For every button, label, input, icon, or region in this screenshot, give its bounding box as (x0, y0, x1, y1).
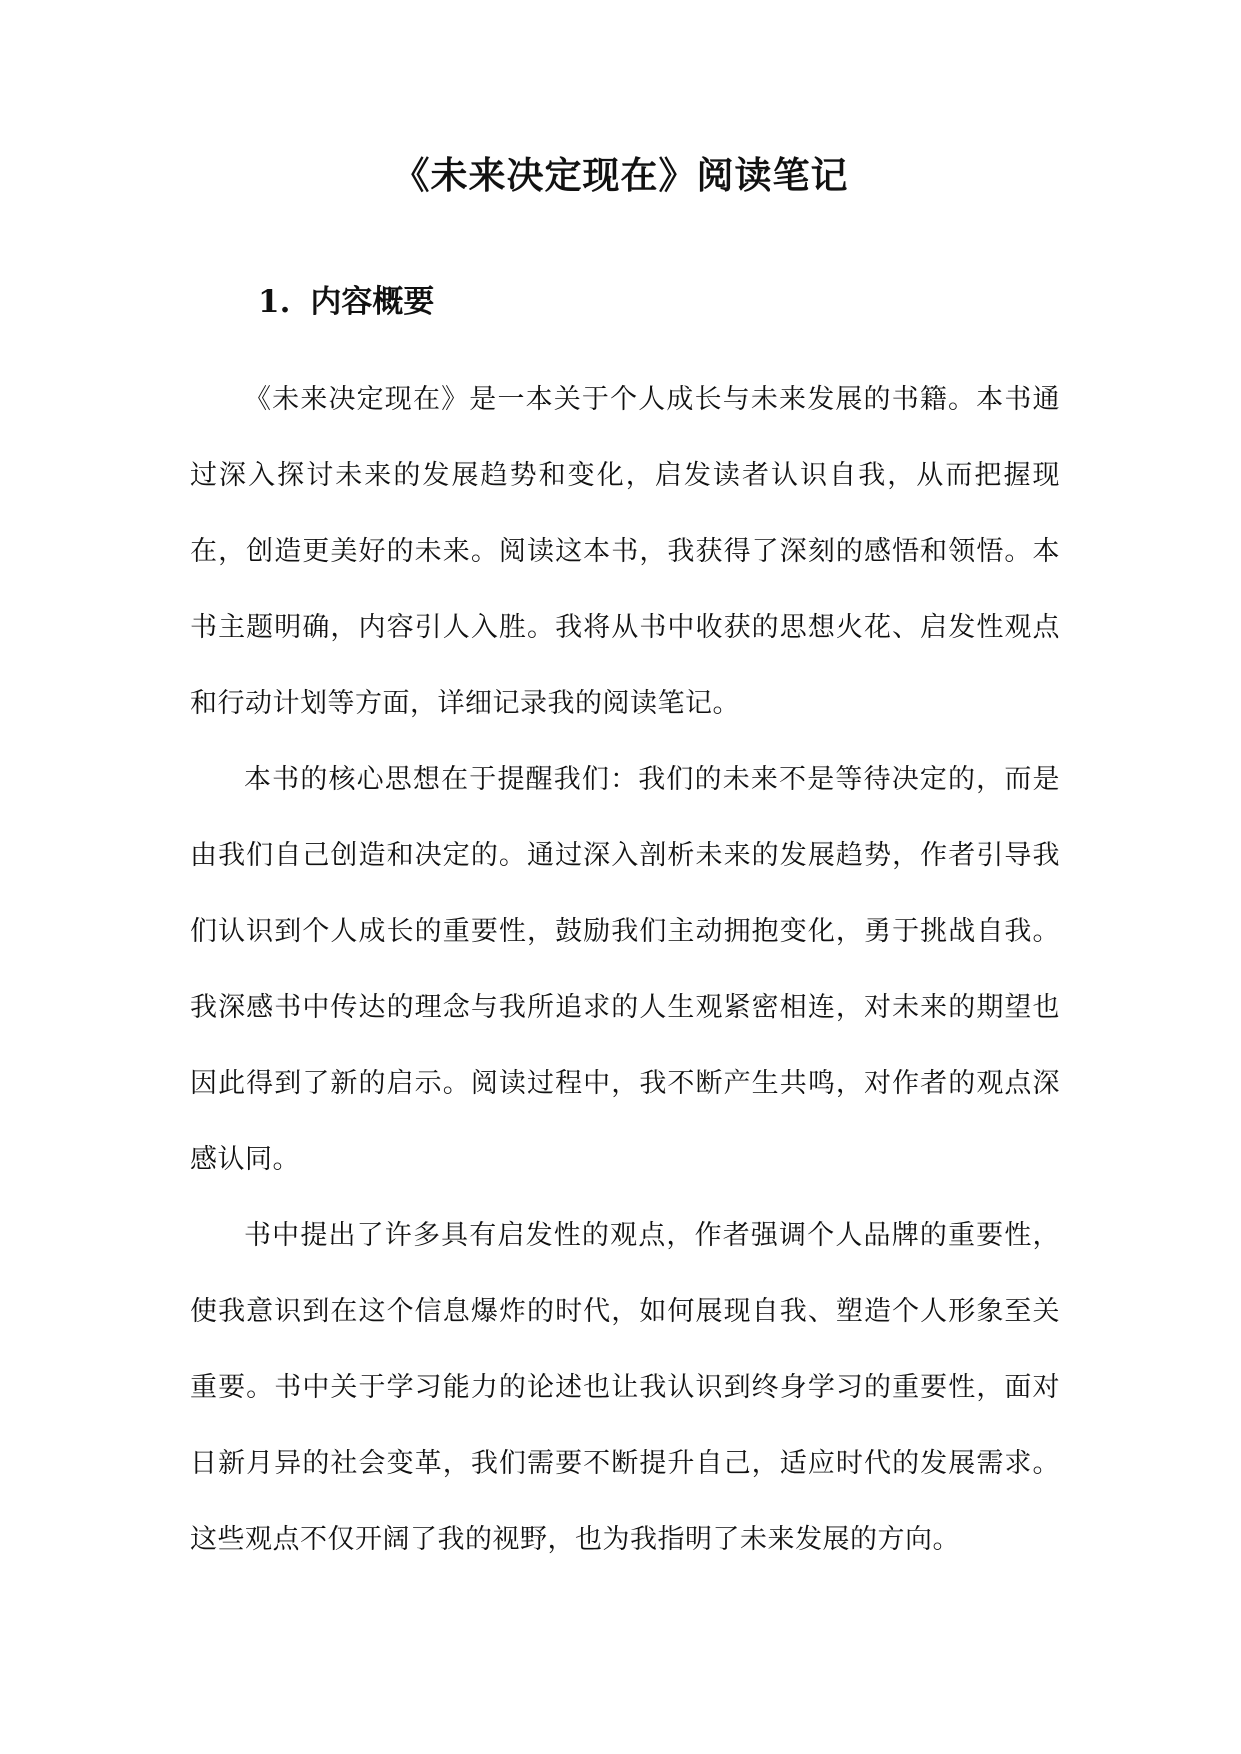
paragraph-3: 书中提出了许多具有启发性的观点，作者强调个人品牌的重要性，使我意识到在这个信息爆炸的时代，如何展现自我、塑造个人形象至关重要。书中关于学习能力的论述也让我认识到终身学习的重要性，面对日新月异的社会变革，我们需要不断提升自己，适应时代的发展需求。这些观点不仅开阔了我的视野，也为我指明了未来发展的方向。 (190, 1220, 1060, 1555)
section-heading (258, 280, 434, 324)
paragraph-2: 本书的核心思想在于提醒我们：我们的未来不是等待决定的，而是由我们自己创造和决定的。通过深入剖析未来的发展趋势，作者引导我们认识到个人成长的重要性，鼓励我们主动拥抱变化，勇于挑战自我。我深感书中传达的理念与我所追求的人生观紧密相连，对未来的期望也因此得到了新的启示。阅读过程中，我不断产生共鸣，对作者的观点深感认同。 (190, 764, 1060, 1175)
body-text (190, 362, 1060, 1578)
paragraph-1: 《未来决定现在》是一本关于个人成长与未来发展的书籍。本书通过深入探讨未来的发展趋势和变化，启发读者认识自我，从而把握现在，创造更美好的未来。阅读这本书，我获得了深刻的感悟和领悟。本书主题明确，内容引人入胜。我将从书中收获的思想火花、启发性观点和行动计划等方面，详细记录我的阅读笔记。 (190, 384, 1060, 719)
section-heading-text: 内容概要 (310, 284, 435, 320)
section-number: 1. (258, 284, 291, 320)
document-title: 《未来决定现在》阅读笔记 (392, 153, 849, 197)
